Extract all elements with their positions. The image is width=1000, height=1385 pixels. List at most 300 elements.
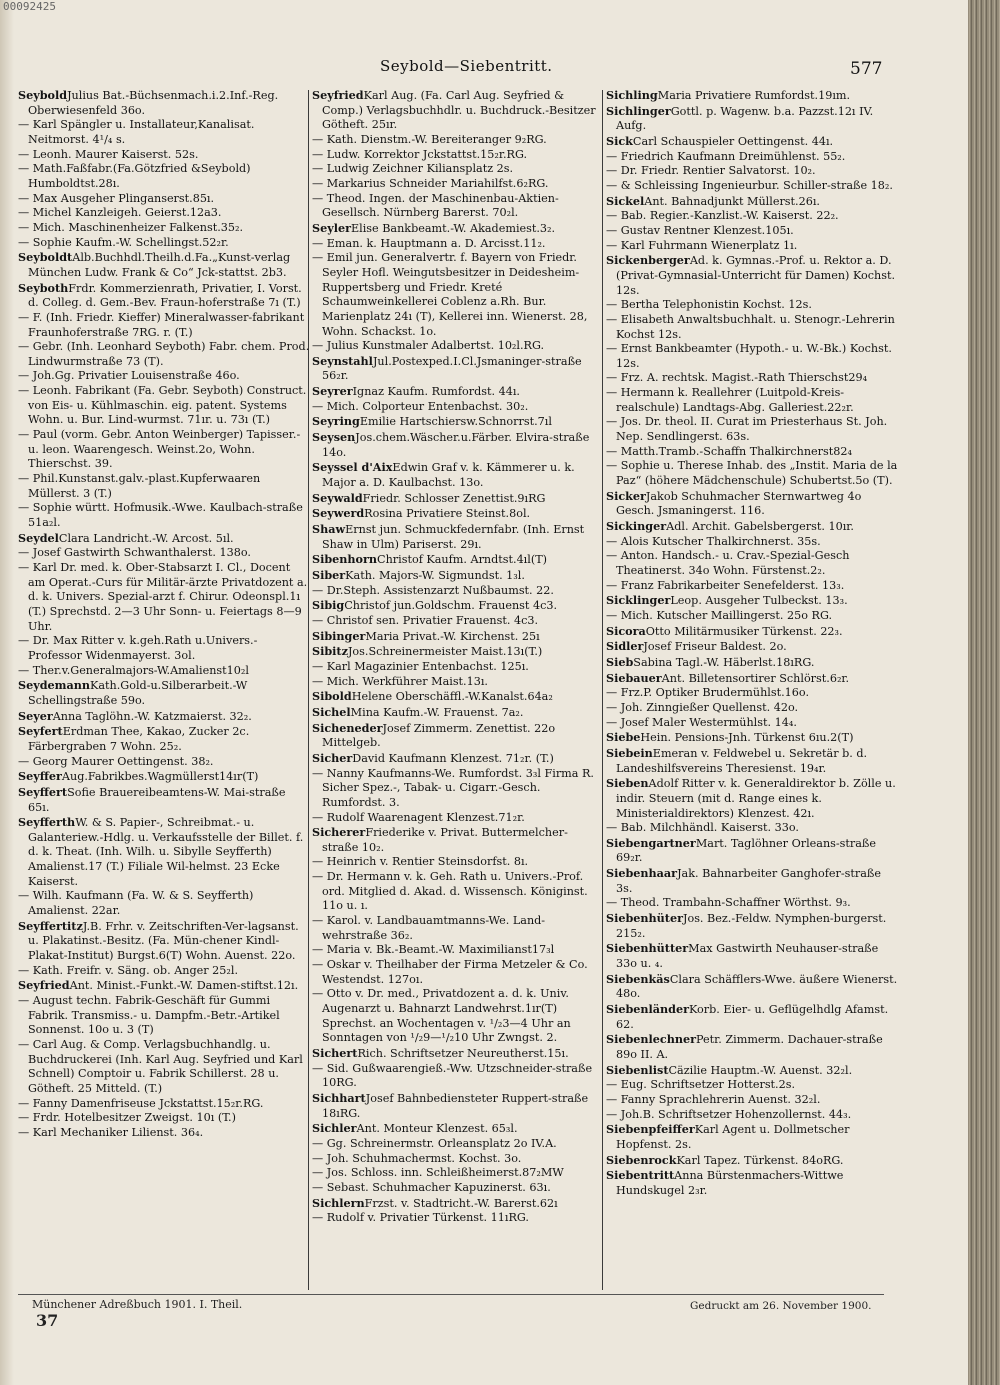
directory-entry	[606, 701, 898, 716]
entry-surname: Siebenkäs	[606, 971, 670, 986]
directory-entry	[18, 192, 310, 207]
entry-details: Jos.Schreinermeister Maist.13ı(T.)	[347, 645, 543, 659]
entry-details: Jak. Bahnarbeiter Ganghofer-straße 3s.	[616, 867, 881, 895]
directory-entry	[18, 634, 310, 663]
entry-details: — Gg. Schreinermstr. Orleansplatz 2o IV.A.	[312, 1136, 557, 1150]
entry-details: Ad. k. Gymnas.-Prof. u. Rektor a. D. (Privat-Gymnasial-Unterricht für Damen) Kochst. 12s.	[616, 254, 896, 297]
entry-surname: Sieb	[606, 654, 634, 669]
directory-entry	[606, 209, 898, 224]
entry-details: — Karl Spängler u. Installateur,Kanalisat. Neitmorst. 4¹/₄ s.	[18, 118, 255, 146]
directory-entry	[312, 400, 604, 415]
directory-entry	[312, 943, 604, 958]
entry-details: — Karl Magazinier Entenbachst. 125ı.	[312, 659, 529, 673]
directory-entry	[606, 716, 898, 731]
directory-entry	[606, 821, 898, 836]
entry-details: Cäzilie Hauptm.-W. Auenst. 32₂l.	[668, 1063, 853, 1077]
directory-entry	[312, 177, 604, 192]
directory-entry	[312, 414, 604, 430]
entry-details: Maria Privat.-W. Kirchenst. 25ı	[365, 629, 540, 643]
entry-surname: Sibenhorn	[312, 552, 378, 567]
entry-details: Kath. Majors-W. Sigmundst. 1₃l.	[345, 569, 525, 582]
directory-entry	[18, 206, 310, 221]
directory-entry	[606, 224, 898, 239]
entry-surname: Sibold	[312, 689, 352, 704]
directory-entry	[606, 1002, 898, 1032]
directory-entry	[18, 236, 310, 251]
entry-surname: Seyfferth	[18, 815, 76, 830]
entry-details: Alb.Buchhdl.Theilh.d.Fa.„Kunst-verlag München Ludw. Frank & Co“ Jck-stattst. 2b3.	[28, 251, 291, 279]
entry-details: — Josef Maler Westermühlst. 14₄.	[606, 715, 797, 729]
entry-surname: Sicheneder	[312, 720, 383, 735]
directory-entry	[312, 584, 604, 599]
entry-surname: Sibig	[312, 598, 345, 613]
entry-details: Edwin Graf v. k. Kämmerer u. k. Major a. D. Kaulbachst. 13o.	[322, 461, 575, 490]
entry-details: — Eman. k. Hauptmann a. D. Arcisst.11₂.	[312, 236, 546, 250]
entry-details: — Kath. Dienstm.-W. Bereiteranger 9₂RG.	[312, 132, 547, 146]
entry-details: Ignaz Kaufm. Rumfordst. 44ı.	[352, 385, 520, 399]
entry-surname: Sicklinger	[606, 593, 671, 608]
directory-entry	[312, 221, 604, 237]
binding-gutter	[0, 0, 14, 1385]
entry-details: Max Gastwirth Neuhauser-straße 33o u. ₄.	[616, 942, 879, 971]
entry-details: — Gustav Rentner Klenzest.105ı.	[606, 223, 794, 237]
entry-details: — Joh.Gg. Privatier Louisenstraße 46o.	[18, 369, 240, 383]
entry-details: Adolf Ritter v. k. Generaldirektor b. Zölle u. indir. Steuern (mit d. Range eines k. Ministerialdirektors) Klenzest. 42ı.	[616, 777, 896, 820]
directory-entry	[606, 459, 898, 488]
entry-details: Jakob Schuhmacher Sternwartweg 4o Gesch. Jsmaningerst. 116.	[616, 489, 862, 518]
directory-entry	[18, 769, 310, 785]
entry-surname: Seynstahl	[312, 353, 373, 368]
directory-entry	[606, 941, 898, 971]
entry-details: — Matth.Tramb.-Schaffn Thalkirchnerst82₄	[606, 444, 852, 458]
entry-details: — Bertha Telephonistin Kochst. 12s.	[606, 298, 812, 312]
directory-entry	[312, 689, 604, 705]
entry-details: David Kaufmann Klenzest. 71₂r. (T.)	[352, 751, 554, 765]
footer-print-date: Gedruckt am 26. November 1900.	[690, 1300, 872, 1312]
entry-details: J.B. Frhr. v. Zeitschriften-Ver-lagsanst. u. Plakatinst.-Besitz. (Fa. Mün-chener Kindl-Plakat-Institut) Burgst.6(T) Wohn. Auenst. 22o.	[28, 919, 299, 963]
entry-details: Ernst jun. Schmuckfedernfabr. (Inh. Ernst Shaw in Ulm) Pariserst. 29ı.	[322, 523, 585, 551]
entry-details: — Hermann k. Reallehrer (Luitpold-Kreis-realschule) Landtags-Abg. Galleriest.22₂r.	[606, 386, 854, 414]
entry-details: — Dr. Friedr. Rentier Salvatorst. 10₂.	[606, 164, 816, 178]
directory-entry	[312, 339, 604, 354]
entry-details: — & Schleissing Ingenieurbur. Schiller-straße 18₂.	[606, 178, 893, 192]
entry-details: — Mich. Werkführer Maist.13ı.	[312, 674, 488, 688]
entry-details: — Theod. Ingen. der Maschinenbau-Aktien-Gesellsch. Nürnberg Barerst. 70₂l.	[312, 191, 559, 220]
column-3	[606, 88, 898, 1288]
entry-details: Korb. Eier- u. Geflügelhdlg Afamst. 62.	[616, 1003, 889, 1031]
directory-entry	[606, 313, 898, 342]
directory-entry	[606, 164, 898, 179]
directory-entry	[312, 1166, 604, 1181]
directory-entry	[312, 1062, 604, 1091]
entry-details: Clara Landricht.-W. Arcost. 5ıl.	[58, 531, 234, 545]
entry-surname: Seyler	[312, 220, 351, 235]
directory-entry	[312, 1181, 604, 1196]
entry-surname: Seyboth	[18, 280, 69, 295]
entry-details: — August techn. Fabrik-Geschäft für Gummi Fabrik. Transmiss.- u. Dampfm.-Betr.-Artikel Sonnenst. 10o u. 3 (T)	[18, 994, 280, 1037]
directory-entry	[606, 746, 898, 776]
entry-details: — Wilh. Kaufmann (Fa. W. & S. Seyfferth) Amalienst. 22ar.	[18, 889, 254, 918]
directory-entry	[18, 755, 310, 770]
entry-surname: Sidler	[606, 639, 644, 654]
directory-entry	[606, 911, 898, 941]
entry-details: Petr. Zimmerm. Dachauer-straße 89o II. A.	[616, 1033, 883, 1061]
directory-entry	[606, 150, 898, 165]
directory-entry	[606, 866, 898, 896]
directory-entry	[606, 445, 898, 460]
entry-surname: Sick	[606, 133, 633, 148]
entry-details: Emilie Hartschiersw.Schnorrst.7ıl	[359, 415, 552, 429]
directory-entry	[606, 1078, 898, 1093]
entry-surname: Sibitz	[312, 644, 348, 659]
directory-entry	[606, 1153, 898, 1169]
entry-surname: Sicker	[606, 488, 646, 503]
entry-details: — Leonh. Maurer Kaiserst. 52s.	[18, 147, 199, 161]
directory-entry	[312, 705, 604, 721]
entry-details: — Elisabeth Anwaltsbuchhalt. u. Stenogr.-Lehrerin Kochst 12s.	[606, 312, 895, 341]
directory-entry	[312, 675, 604, 690]
entry-details: — Sophie u. Therese Inhab. des „Instit. Maria de la Paz“ (höhere Mädchenschule) Schubertst.5o (T).	[606, 459, 898, 488]
directory-entry	[18, 472, 310, 501]
directory-entry	[18, 978, 310, 994]
column-2	[312, 88, 604, 1288]
directory-entry	[312, 1046, 604, 1062]
entry-details: — Markarius Schneider Mariahilfst.6₂RG.	[312, 176, 549, 190]
directory-entry	[312, 598, 604, 614]
entry-details: Josef Zimmerm. Zenettist. 22o Mittelgeb.	[322, 721, 556, 750]
entry-details: — Math.Faßfabr.(Fa.Götzfried &Seybold) Humboldtst.28ı.	[18, 162, 251, 190]
directory-entry	[312, 354, 604, 384]
directory-entry	[606, 730, 898, 746]
entry-details: Sabina Tagl.-W. Häberlst.18ıRG.	[633, 655, 815, 669]
directory-entry	[312, 1137, 604, 1152]
entry-details: Jul.Postexped.I.Cl.Jsmaninger-straße 56₂r.	[322, 354, 582, 383]
entry-details: Karl Agent u. Dollmetscher Hopfenst. 2s.	[616, 1123, 850, 1151]
entry-details: — Frz.P. Optiker Brudermühlst.16o.	[606, 686, 810, 700]
entry-surname: Seyfried	[312, 88, 364, 102]
entry-details: — Bab. Regier.-Kanzlist.-W. Kaiserst. 22₂.	[606, 209, 839, 223]
entry-details: Christof Kaufm. Arndtst.4ıl(T)	[377, 553, 548, 567]
entry-details: — Dr. Hermann v. k. Geh. Rath u. Univers.-Prof. ord. Mitglied d. Akad. d. Wissensch. Königinst. 11o u. ı.	[312, 870, 588, 913]
directory-entry	[312, 767, 604, 811]
directory-entry	[312, 1121, 604, 1137]
entry-surname: Seyer	[18, 708, 53, 723]
directory-entry	[18, 311, 310, 340]
entry-details: Emeran v. Feldwebel u. Sekretär b. d. Landeshilfsvereins Theresienst. 19₄r.	[616, 746, 868, 775]
directory-entry	[312, 721, 604, 751]
entry-surname: Seyssel d'Aix	[312, 460, 393, 475]
directory-entry	[606, 298, 898, 313]
entry-details: Maria Privatiere Rumfordst.19ım.	[657, 89, 851, 102]
column-1	[18, 88, 310, 1288]
directory-entry	[18, 501, 310, 530]
entry-details: — Fanny Sprachlehrerin Auenst. 32₂l.	[606, 1092, 821, 1106]
entry-details: — Gebr. (Inh. Leonhard Seyboth) Fabr. chem. Prod. Lindwurmstraße 73 (T).	[18, 340, 310, 368]
entry-surname: Seyboldt	[18, 250, 73, 265]
directory-entry	[606, 104, 898, 134]
entry-details: — Theod. Trambahn-Schaffner Wörthst. 9₃.	[606, 896, 851, 910]
directory-entry	[312, 192, 604, 221]
directory-entry	[312, 506, 604, 522]
directory-entry	[18, 162, 310, 191]
directory-entry	[18, 546, 310, 561]
directory-entry	[18, 815, 310, 889]
directory-entry	[606, 896, 898, 911]
entry-details: Mart. Taglöhner Orleans-straße 69₂r.	[616, 836, 877, 865]
directory-entry	[18, 889, 310, 918]
entry-details: — Kath. Freifr. v. Säng. ob. Anger 25₂l.	[18, 963, 239, 977]
directory-entry	[18, 724, 310, 754]
entry-details: — Mich. Colporteur Entenbachst. 30₂.	[312, 399, 529, 413]
entry-details: Otto Militärmusiker Türkenst. 22₃.	[645, 624, 843, 638]
directory-entry	[312, 751, 604, 767]
entry-details: — Sid. Gußwaarengieß.-Ww. Utzschneider-straße 10RG.	[312, 1061, 593, 1090]
entry-details: — Karol. v. Landbauamtmanns-We. Land-wehrstraße 36₂.	[312, 914, 546, 942]
entry-details: Rich. Schriftsetzer Neureutherst.15ı.	[357, 1047, 569, 1060]
directory-entry	[18, 384, 310, 428]
directory-entry	[18, 369, 310, 384]
directory-entry	[18, 561, 310, 634]
entry-surname: Seyring	[312, 414, 360, 429]
directory-entry	[606, 239, 898, 254]
directory-entry	[18, 221, 310, 236]
directory-entry	[606, 609, 898, 624]
entry-details: — Christof sen. Privatier Frauenst. 4c3.	[312, 613, 539, 627]
entry-details: Frzst. v. Stadtricht.-W. Barerst.62ı	[364, 1196, 558, 1210]
entry-surname: Sichel	[312, 704, 351, 719]
directory-entry	[606, 489, 898, 519]
directory-entry	[312, 914, 604, 943]
directory-entry	[312, 1211, 604, 1226]
directory-entry	[606, 579, 898, 594]
directory-entry	[18, 428, 310, 472]
entry-surname: Sicherer	[312, 825, 366, 840]
directory-entry	[18, 250, 310, 280]
entry-surname: Seydel	[18, 530, 59, 545]
entry-details: Ant. Minist.-Funkt.-W. Damen-stiftst.12ı.	[69, 979, 299, 993]
entry-details: Julius Bat.-Büchsenmach.i.2.Inf.-Reg. Oberwiesenfeld 36o.	[28, 89, 279, 117]
directory-entry	[606, 1093, 898, 1108]
directory-entry	[312, 384, 604, 400]
entry-details: — Karl Dr. med. k. Ober-Stabsarzt I. Cl., Docent am Operat.-Curs für Militär-ärzte Privatdozent a. d. k. Univers. Spezial-arzt f. Chirur. Odeonspl.1ı (T.) Sprechstd. 2—3 Uhr Sonn- u. Feiertags 8—9 Uhr.	[18, 561, 308, 633]
entry-details: — Sophie württ. Hofmusik.-Wwe. Kaulbach-straße 51a₂l.	[18, 501, 303, 530]
entry-surname: Seywerd	[312, 506, 365, 521]
entry-details: — Frz. A. rechtsk. Magist.-Rath Thierschst29₄	[606, 371, 868, 385]
entry-surname: Siebenländer	[606, 1002, 689, 1017]
directory-entry	[606, 593, 898, 609]
entry-surname: Sicora	[606, 623, 646, 638]
entry-details: — Ther.v.Generalmajors-W.Amalienst10₂l	[18, 663, 249, 677]
directory-entry	[606, 624, 898, 640]
entry-surname: Siebein	[606, 745, 653, 760]
directory-entry	[312, 660, 604, 675]
entry-details: — Ludwig Zeichner Kiliansplatz 2s.	[312, 162, 514, 176]
entry-surname: Sichlern	[312, 1195, 365, 1210]
entry-surname: Sickenberger	[606, 253, 690, 268]
entry-surname: Sickel	[606, 193, 645, 208]
entry-details: Clara Schäfflers-Wwe. äußere Wienerst. 48o.	[616, 972, 898, 1001]
entry-details: Ant. Monteur Klenzest. 65₃l.	[356, 1122, 518, 1136]
directory-entry	[606, 1108, 898, 1123]
directory-entry	[312, 491, 604, 507]
directory-entry	[18, 340, 310, 369]
entry-details: — Rudolf v. Privatier Türkenst. 11ıRG.	[312, 1211, 529, 1225]
entry-surname: Sichert	[312, 1046, 358, 1060]
entry-details: — Emil jun. Generalvertr. f. Bayern von Friedr. Seyler Hofl. Weingutsbesitzer in Deidesheim-Ruppertsberg und Friedr. Kreté Schaumweinkellerei Coblenz a.Rh. Bur. Marienplatz 24ı (T), Kellerei inn. Wienerst. 28, Wohn. Schackst. 1o.	[312, 251, 588, 338]
entry-details: — Carl Aug. & Comp. Verlagsbuchhandlg. u. Buchdruckerei (Inh. Karl Aug. Seyfried und Karl Schnell) Comptoir u. Fabrik Schillerst. 28 u. Götheft. 25 Mitteld. (T.)	[18, 1038, 303, 1095]
entry-details: Helene Oberschäffl.-W.Kanalst.64a₂	[351, 690, 553, 704]
entry-surname: Seyfert	[18, 724, 63, 739]
entry-surname: Sicher	[312, 750, 353, 765]
directory-entry	[606, 415, 898, 444]
directory-entry	[606, 655, 898, 671]
entry-details: Frdr. Kommerzienrath, Privatier, I. Vorst. d. Colleg. d. Gem.-Bev. Fraun-hoferstraße 7ı (T.)	[28, 281, 302, 310]
entry-details: Ant. Bahnadjunkt Müllerst.26ı.	[644, 194, 820, 208]
entry-details: — Michel Kanzleigeh. Geierst.12a3.	[18, 206, 222, 220]
directory-entry	[18, 88, 310, 118]
directory-entry	[312, 629, 604, 645]
entry-details: — Paul (vorm. Gebr. Anton Weinberger) Tapisser.-u. leon. Waarengesch. Weinst.2o, Wohn. Thierschst. 39.	[18, 428, 301, 471]
directory-entry	[312, 237, 604, 252]
archive-id: 00092425	[3, 0, 56, 13]
directory-entry	[606, 88, 898, 104]
entry-surname: Siebengartner	[606, 835, 696, 850]
directory-entry	[606, 686, 898, 701]
entry-details: — Sebast. Schuhmacher Kapuzinerst. 63ı.	[312, 1180, 551, 1194]
entry-details: — Franz Fabrikarbeiter Senefelderst. 13₃.	[606, 578, 845, 592]
directory-entry	[312, 1196, 604, 1212]
entry-details: — Mich. Kutscher Maillingerst. 25o RG.	[606, 608, 833, 622]
entry-details: — Phil.Kunstanst.galv.-plast.Kupferwaaren Müllerst. 3 (T.)	[18, 472, 261, 500]
entry-surname: Siebenlechner	[606, 1032, 696, 1047]
directory-entry	[312, 522, 604, 552]
footer-rule	[18, 1294, 884, 1295]
entry-surname: Siebenhüter	[606, 911, 683, 926]
entry-surname: Siebe	[606, 730, 641, 745]
entry-surname: Sichhart	[312, 1090, 366, 1105]
entry-surname: Sichling	[606, 88, 658, 102]
entry-details: Erdman Thee, Kakao, Zucker 2c. Färbergraben 7 Wohn. 25₂.	[28, 725, 250, 753]
directory-entry	[18, 1097, 310, 1112]
entry-details: — Bab. Milchhändl. Kaiserst. 33o.	[606, 821, 799, 835]
entry-details: — Joh. Zinngießer Quellenst. 42o.	[606, 700, 799, 714]
entry-details: Leop. Ausgeher Tulbeckst. 13₃.	[670, 594, 848, 608]
entry-surname: Seyffer	[18, 769, 62, 784]
page-title: Seybold—Siebentritt.	[380, 57, 553, 75]
directory-entry	[18, 709, 310, 725]
directory-entry	[606, 519, 898, 535]
directory-entry	[606, 1032, 898, 1062]
entry-surname: Siebauer	[606, 670, 662, 685]
directory-entry	[18, 678, 310, 708]
entry-details: — Nanny Kaufmanns-We. Rumfordst. 3₃l Firma R. Sicher Spez.-, Tabak- u. Cigarr.-Gesch. Rumfordst. 3.	[312, 766, 594, 809]
entry-details: — Eug. Schriftsetzer Hotterst.2s.	[606, 1078, 796, 1092]
entry-details: — Frdr. Hotelbesitzer Zweigst. 10ı (T.)	[18, 1111, 236, 1125]
directory-entry	[18, 148, 310, 163]
entry-surname: Sickinger	[606, 519, 667, 534]
entry-details: — Joh.B. Schriftsetzer Hohenzollernst. 44₃.	[606, 1107, 852, 1121]
directory-entry	[606, 972, 898, 1002]
directory-entry	[312, 855, 604, 870]
directory-entry	[312, 148, 604, 163]
entry-details: — F. (Inh. Friedr. Kieffer) Mineralwasser-fabrikant Fraunhoferstraße 7RG. r. (T.)	[18, 310, 305, 339]
directory-entry	[312, 958, 604, 987]
directory-entry	[606, 253, 898, 298]
directory-entry	[18, 118, 310, 147]
footer-publication: Münchener Adreßbuch 1901. I. Theil.	[32, 1298, 243, 1311]
entry-details: — Georg Maurer Oettingenst. 38₂.	[18, 754, 214, 768]
entry-details: — Sophie Kaufm.-W. Schellingst.52₂r.	[18, 235, 229, 249]
entry-surname: Seyrer	[312, 384, 353, 399]
entry-details: — Joh. Schuhmachermst. Kochst. 3o.	[312, 1151, 522, 1165]
entry-details: — Leonh. Fabrikant (Fa. Gebr. Seyboth) Construct. von Eis- u. Kühlmaschin. eig. patent. Systems Wohn. u. Bur. Lind-wurmst. 71ır. u. 73ı (T.)	[18, 384, 307, 427]
footer-signature-mark: 37	[36, 1311, 59, 1330]
entry-details: Mina Kaufm.-W. Frauenst. 7a₂.	[350, 705, 524, 719]
entry-details: — Rudolf Waarenagent Klenzest.71₂r.	[312, 810, 525, 824]
directory-entry	[312, 430, 604, 460]
entry-surname: Sichlinger	[606, 103, 671, 118]
entry-details: Karl Aug. (Fa. Carl Aug. Seyfried & Comp.) Verlagsbuchhdlr. u. Buchdruck.-Besitzer Götheft. 25ır.	[322, 89, 596, 132]
directory-entry	[312, 88, 604, 133]
entry-details: Sofie Brauereibeamtens-W. Mai-straße 65ı.	[28, 785, 286, 814]
entry-details: — Alois Kutscher Thalkirchnerst. 35s.	[606, 534, 821, 548]
entry-details: Gottl. p. Wagenw. b.a. Pazzst.12ı IV. Aufg.	[616, 104, 874, 133]
entry-details: Jos.chem.Wäscher.u.Färber. Elvira-straße 14o.	[322, 431, 590, 459]
directory-entry	[606, 535, 898, 550]
entry-details: Anna Taglöhn.-W. Katzmaierst. 32₂.	[52, 709, 252, 723]
entry-details: W. & S. Papier-, Schreibmat.- u. Galanteriew.-Hdlg. u. Verkaufsstelle der Billet. f. d. k. Theat. (Inh. Wilh. u. Sibylle Seyfferth) Amalienst.17 (T.) Filiale Wil-helmst. 23 Ecke Kaiserst.	[28, 816, 304, 888]
entry-details: — Fanny Damenfriseuse Jckstattst.15₂r.RG.	[18, 1096, 264, 1110]
entry-details: Friederike v. Privat. Buttermelcher-straße 10₂.	[322, 826, 568, 854]
entry-details: Aug.Fabrikbes.Wagmüllerst14ır(T)	[61, 770, 259, 784]
directory-entry	[312, 1091, 604, 1121]
entry-details: — Otto v. Dr. med., Privatdozent a. d. k. Univ. Augenarzt u. Bahnarzt Landwehrst.1ır(T) Sprechst. an Wochentagen v. ¹/₂3—4 Uhr an Sonntagen von ¹/₂9—¹/₂10 Uhr Zwngst. 2.	[312, 987, 571, 1045]
directory-entry	[312, 162, 604, 177]
directory-entry	[312, 811, 604, 826]
directory-entry	[18, 1126, 310, 1141]
entry-details: — Ludw. Korrektor Jckstattst.15₂r.RG.	[312, 147, 528, 161]
entry-details: — Oskar v. Theilhaber der Firma Metzeler & Co. Westendst. 127oı.	[312, 958, 588, 986]
page-number: 577	[850, 59, 883, 79]
directory-entry	[606, 134, 898, 150]
directory-entry	[18, 664, 310, 679]
directory-entry	[312, 1152, 604, 1167]
entry-details: Carl Schauspieler Oettingenst. 44ı.	[632, 134, 834, 148]
entry-surname: Seydemann	[18, 678, 90, 693]
entry-details: Adl. Archit. Gabelsbergerst. 10ır.	[666, 520, 854, 534]
directory-entry	[606, 836, 898, 866]
directory-entry	[606, 179, 898, 194]
directory-entry	[606, 1122, 898, 1152]
directory-entry	[18, 785, 310, 815]
directory-entry	[312, 251, 604, 339]
page-stack-edge	[968, 0, 1000, 1385]
entry-details: Jos. Bez.-Feldw. Nymphen-burgerst. 215₂.	[616, 912, 887, 940]
entry-details: — Anton. Handsch.- u. Crav.-Spezial-Gesch Theatinerst. 34o Wohn. Fürstenst.2₂.	[606, 549, 850, 577]
entry-details: Josef Friseur Baldest. 2o.	[643, 640, 787, 654]
directory-entry	[18, 919, 310, 964]
directory-entry	[18, 1111, 310, 1126]
directory-entry	[606, 639, 898, 655]
entry-surname: Siebentritt	[606, 1168, 675, 1183]
entry-surname: Siebenlist	[606, 1062, 669, 1077]
entry-surname: Seyffert	[18, 784, 68, 799]
entry-surname: Sichler	[312, 1121, 357, 1136]
entry-details: — Maria v. Bk.-Beamt.-W. Maximilianst17₃l	[312, 943, 555, 957]
entry-details: Friedr. Schlosser Zenettist.9ıRG	[362, 491, 546, 505]
entry-surname: Siebenrock	[606, 1152, 677, 1167]
entry-details: Rosina Privatiere Steinst.8ol.	[364, 507, 531, 521]
